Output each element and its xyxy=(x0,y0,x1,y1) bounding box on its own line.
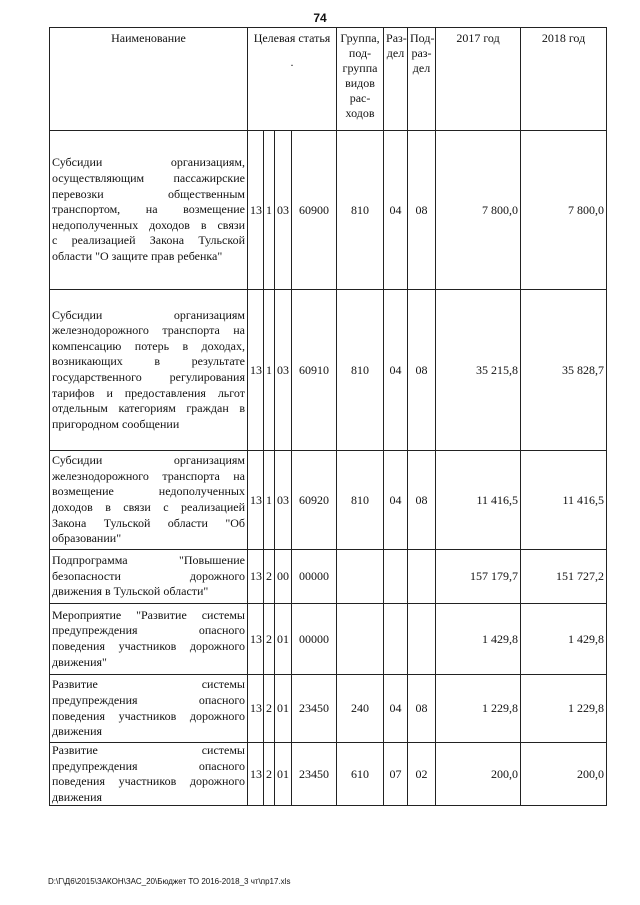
expense-group: 610 xyxy=(337,743,384,806)
row-name xyxy=(50,604,248,675)
table-row xyxy=(50,604,607,675)
row-name-line: области "О защите прав ребенка" xyxy=(52,248,223,263)
header-group-line: Группа, xyxy=(340,31,380,45)
row-name-line: Мероприятие "Развитие системы xyxy=(52,607,245,622)
row-name xyxy=(50,550,248,604)
row-name-line: предупреждения опасного xyxy=(52,692,245,707)
table-row xyxy=(50,290,607,451)
amount-2018: 1 229,8 xyxy=(521,675,607,743)
subsection-code: 08 xyxy=(408,290,436,451)
row-name-line: возникающих в результате xyxy=(52,354,245,369)
subsection-code: 08 xyxy=(408,451,436,550)
header-group-line: рас- xyxy=(349,91,371,105)
subsection-code: 08 xyxy=(408,131,436,290)
target-code-4: 00000 xyxy=(292,604,337,675)
target-code-3: 01 xyxy=(275,675,292,743)
target-code-2: 1 xyxy=(264,131,275,290)
row-name-line: безопасности дорожного xyxy=(52,568,245,583)
header-name: Наименование xyxy=(50,28,248,131)
row-name-line: возмещение недополученных xyxy=(52,484,245,499)
expense-group xyxy=(337,550,384,604)
row-name-line: тарифов и предоставления льгот xyxy=(52,385,245,400)
header-section xyxy=(384,28,408,131)
amount-2018: 35 828,7 xyxy=(521,290,607,451)
target-code-4: 00000 xyxy=(292,550,337,604)
target-code-2: 2 xyxy=(264,550,275,604)
target-code-2: 2 xyxy=(264,743,275,806)
target-code-2: 2 xyxy=(264,675,275,743)
amount-2018: 11 416,5 xyxy=(521,451,607,550)
expense-group: 810 xyxy=(337,131,384,290)
row-name xyxy=(50,743,248,806)
header-target xyxy=(248,28,337,131)
row-name-line: образовании" xyxy=(52,531,122,546)
amount-2017: 157 179,7 xyxy=(436,550,521,604)
section-code xyxy=(384,550,408,604)
target-code-1: 13 xyxy=(248,743,264,806)
target-code-1: 13 xyxy=(248,451,264,550)
target-code-1: 13 xyxy=(248,131,264,290)
row-name-line: Субсидии организациям, xyxy=(52,155,245,170)
page-number: 74 xyxy=(313,11,327,25)
row-name-line: Субсидии организациям xyxy=(52,307,245,322)
row-name-line: Развитие системы xyxy=(52,677,245,692)
target-code-3: 00 xyxy=(275,550,292,604)
target-code-3: 03 xyxy=(275,131,292,290)
header-group xyxy=(337,28,384,131)
target-code-4: 23450 xyxy=(292,675,337,743)
header-group-line: видов xyxy=(345,76,375,90)
row-name-line: движения xyxy=(52,789,103,804)
table-row xyxy=(50,550,607,604)
row-name xyxy=(50,131,248,290)
row-name-line: пригородном сообщении xyxy=(52,416,180,431)
amount-2017: 35 215,8 xyxy=(436,290,521,451)
subsection-code xyxy=(408,550,436,604)
row-name-line: железнодорожного транспорта на xyxy=(52,323,245,338)
amount-2017: 1 229,8 xyxy=(436,675,521,743)
header-group-line: группа xyxy=(342,61,378,75)
row-name-line: Подпрограмма "Повышение xyxy=(52,553,245,568)
table-row xyxy=(50,451,607,550)
expense-group xyxy=(337,604,384,675)
row-name-line: с реализацией Закона Тульской xyxy=(52,233,245,248)
amount-2018: 200,0 xyxy=(521,743,607,806)
target-code-3: 01 xyxy=(275,604,292,675)
row-name-line: поведения участников дорожного xyxy=(52,708,245,723)
row-name-line: транспортом, на возмещение xyxy=(52,202,245,217)
amount-2017: 200,0 xyxy=(436,743,521,806)
section-code: 07 xyxy=(384,743,408,806)
header-subsection-line: Под- xyxy=(410,31,435,45)
row-name-line: движения" xyxy=(52,654,107,669)
expense-group: 810 xyxy=(337,290,384,451)
header-subsection-line: дел xyxy=(412,61,431,75)
target-code-2: 2 xyxy=(264,604,275,675)
section-code: 04 xyxy=(384,451,408,550)
section-code: 04 xyxy=(384,675,408,743)
section-code: 04 xyxy=(384,131,408,290)
row-name-line: государственного регулирования xyxy=(52,370,245,384)
target-code-3: 01 xyxy=(275,743,292,806)
target-code-3: 03 xyxy=(275,451,292,550)
target-code-3: 03 xyxy=(275,290,292,451)
amount-2017: 1 429,8 xyxy=(436,604,521,675)
target-code-1: 13 xyxy=(248,675,264,743)
subsection-code: 02 xyxy=(408,743,436,806)
expense-group: 810 xyxy=(337,451,384,550)
row-name-line: Закона Тульской области "Об xyxy=(52,515,245,530)
row-name-line: Развитие системы xyxy=(52,743,245,757)
amount-2018: 7 800,0 xyxy=(521,131,607,290)
header-row xyxy=(50,28,607,131)
table-row xyxy=(50,743,607,806)
row-name-line: железнодорожного транспорта на xyxy=(52,468,245,483)
row-name xyxy=(50,451,248,550)
header-subsection xyxy=(408,28,436,131)
header-target-mark: · xyxy=(290,58,294,72)
row-name-line: компенсацию потерь в доходах, xyxy=(52,338,245,353)
section-code xyxy=(384,604,408,675)
header-subsection-line: раз- xyxy=(411,46,432,60)
amount-2018: 151 727,2 xyxy=(521,550,607,604)
header-section-line: дел xyxy=(386,46,405,60)
table-row xyxy=(50,131,607,290)
header-group-line: под- xyxy=(348,46,372,60)
table-row xyxy=(50,675,607,743)
row-name-line: предупреждения опасного xyxy=(52,623,245,638)
section-code: 04 xyxy=(384,290,408,451)
target-code-1: 13 xyxy=(248,290,264,451)
row-name-line: движения в Тульской области" xyxy=(52,584,209,599)
amount-2018: 1 429,8 xyxy=(521,604,607,675)
row-name-line: недополученных доходов в связи xyxy=(52,217,245,232)
header-section-line: Раз- xyxy=(386,31,407,45)
header-2018: 2018 год xyxy=(521,28,607,131)
subsection-code xyxy=(408,604,436,675)
row-name-line: Субсидии организациям xyxy=(52,453,245,468)
target-code-2: 1 xyxy=(264,290,275,451)
budget-table xyxy=(49,27,607,806)
row-name-line: доходов в связи с реализацией xyxy=(52,500,245,514)
target-code-4: 60900 xyxy=(292,131,337,290)
file-path-footer: D:\Г\Д6\2015\ЗАКОН\ЗАС_20\Бюджет ТО 2016-2018_3 чт\пр17.xls xyxy=(48,877,291,886)
row-name-line: поведения участников дорожного xyxy=(52,774,245,789)
row-name-line: предупреждения опасного xyxy=(52,758,245,773)
row-name-line: отдельным категориям граждан в xyxy=(52,401,245,416)
expense-group: 240 xyxy=(337,675,384,743)
target-code-4: 60910 xyxy=(292,290,337,451)
target-code-1: 13 xyxy=(248,604,264,675)
subsection-code: 08 xyxy=(408,675,436,743)
target-code-4: 60920 xyxy=(292,451,337,550)
target-code-4: 23450 xyxy=(292,743,337,806)
row-name-line: осуществляющим пассажирские xyxy=(52,171,245,186)
amount-2017: 7 800,0 xyxy=(436,131,521,290)
row-name-line: движения xyxy=(52,724,103,739)
amount-2017: 11 416,5 xyxy=(436,451,521,550)
row-name xyxy=(50,290,248,451)
target-code-2: 1 xyxy=(264,451,275,550)
row-name xyxy=(50,675,248,743)
header-2017: 2017 год xyxy=(436,28,521,131)
row-name-line: перевозки общественным xyxy=(52,186,245,201)
row-name-line: поведения участников дорожного xyxy=(52,639,245,653)
header-target-label: Целевая статья xyxy=(253,31,331,45)
target-code-1: 13 xyxy=(248,550,264,604)
header-group-line: ходов xyxy=(345,106,375,120)
